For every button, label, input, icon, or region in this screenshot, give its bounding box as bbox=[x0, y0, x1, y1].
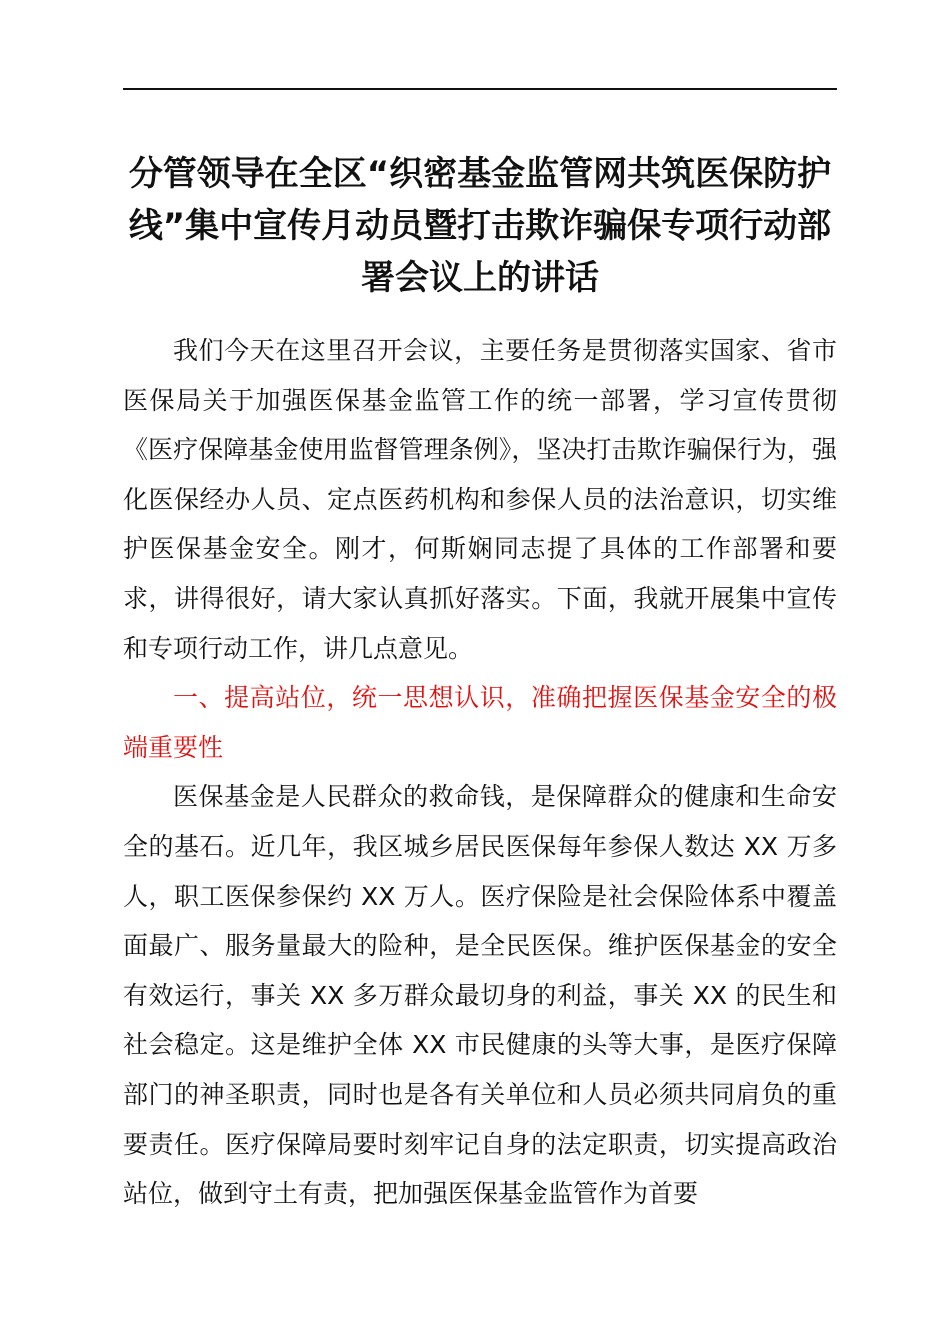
document-title: 分管领导在全区“织密基金监管网共筑医保防护线”集中宣传月动员暨打击欺诈骗保专项行动部署会议上的讲话 bbox=[128, 154, 832, 298]
header-rule bbox=[123, 88, 837, 90]
section-heading: 一、提高站位，统一思想认识，准确把握医保基金安全的极端重要性 bbox=[123, 683, 837, 762]
section-paragraph: 医保基金是人民群众的救命钱，是保障群众的健康和生命安全的基石。近几年，我区城乡居民医保每年参保人数达 XX 万多人，职工医保参保约 XX 万人。医疗保险是社会保险体系中覆盖面最广、服务量最大的险种，是全民医保。维护医保基金的安全有效运行，事关 XX 多万群众最切身的利益，事关 XX 的民生和社会稳定。这是维护全体 XX 市民健康的头等大事，是医疗保障部门的神圣职责，同时也是各有关单位和人员必须共同肩负的重要责任。医疗保障局要时刻牢记自身的法定职责，切实提高政治站位，做到守土有责，把加强医保基金监管作为首要 bbox=[123, 782, 837, 1209]
document-body bbox=[123, 326, 837, 1219]
intro-paragraph: 我们今天在这里召开会议，主要任务是贯彻落实国家、省市医保局关于加强医保基金监管工作的统一部署，学习宣传贯彻《医疗保障基金使用监督管理条例》，坚决打击欺诈骗保行为，强化医保经办人员、定点医药机构和参保人员的法治意识，切实维护医保基金安全。刚才，何斯娴同志提了具体的工作部署和要求，讲得很好，请大家认真抓好落实。下面，我就开展集中宣传和专项行动工作，讲几点意见。 bbox=[123, 336, 837, 663]
